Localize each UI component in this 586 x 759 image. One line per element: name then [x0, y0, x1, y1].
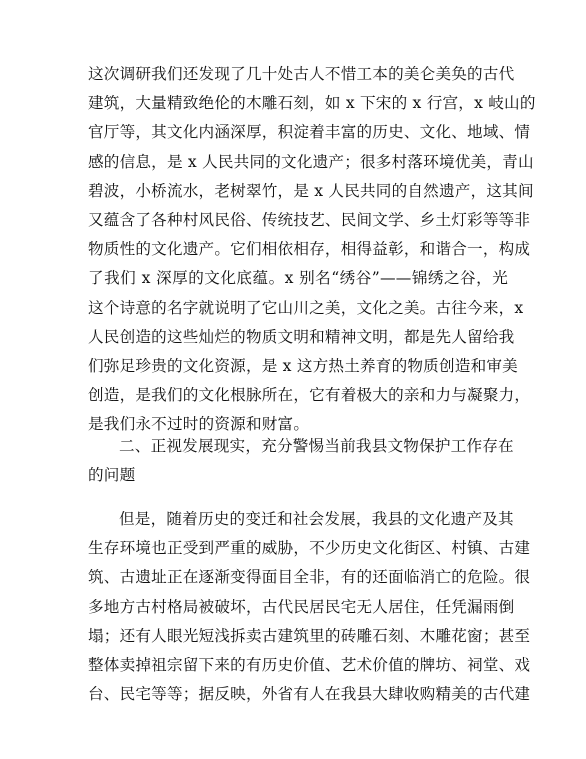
text-line: 物质性的文化遗产。它们相依相存，相得益彰，和谐合一，构成: [88, 240, 531, 259]
heading-line: 的问题: [88, 466, 136, 485]
text-line: 这次调研我们还发现了几十处古人不惜工本的美仑美奂的古代: [88, 65, 515, 83]
text-line: 创造，是我们的文化根脉所在，它有着极大的亲和力与凝聚力，: [88, 386, 531, 405]
text-line: 多地方古村格局被破坏，古代民居民宅无人居住，任凭漏雨倒: [88, 597, 515, 616]
text-line: 们弥足珍贵的文化资源，是 x 这方热土养育的物质创造和审美: [88, 356, 518, 375]
text-line: 碧波，小桥流水，老树翠竹，是 x 人民共同的自然遗产，这其间: [88, 181, 534, 200]
text-line: 感的信息，是 x 人民共同的文化遗产；很多村落环境优美，青山: [88, 152, 534, 171]
text-line: 但是，随着历史的变迁和社会发展，我县的文化遗产及其: [119, 510, 514, 528]
paragraph-survey-findings: [88, 60, 536, 439]
text-line: 台、民宅等等；据反映，外省有人在我县大肆收购精美的古代建: [88, 685, 531, 704]
paragraph-current-problems: [88, 505, 531, 709]
text-line: 筑、古遗址正在逐渐变得面目全非，有的还面临消亡的危险。很: [88, 568, 531, 587]
text-line: 建筑，大量精致绝伦的木雕石刻，如 x 下宋的 x 行宫，x 岐山的: [88, 94, 536, 113]
text-line: 塌；还有人眼光短浅拆卖古建筑里的砖雕石刻、木雕花窗；甚至: [88, 626, 531, 645]
text-line: 整体卖掉祖宗留下来的有历史价值、艺术价值的牌坊、祠堂、戏: [88, 655, 531, 674]
text-line: 又蕴含了各种村风民俗、传统技艺、民间文学、乡土灯彩等等非: [88, 210, 531, 229]
text-line: 官厅等，其文化内涵深厚，积淀着丰富的历史、文化、地域、情: [88, 123, 531, 142]
section-heading-2: [88, 432, 514, 490]
text-line: 这个诗意的名字就说明了它山川之美，文化之美。古往今来，x: [88, 298, 524, 317]
text-line: 了我们 x 深厚的文化底蕴。x 别名“绣谷”——锦绣之谷，光: [88, 269, 508, 288]
heading-line: 二、正视发展现实，充分警惕当前我县文物保护工作存在: [119, 437, 514, 455]
text-line: 是我们永不过时的资源和财富。: [88, 415, 310, 434]
text-line: 人民创造的这些灿烂的物质文明和精神文明，都是先人留给我: [88, 327, 515, 346]
text-line: 生存环境也正受到严重的威胁，不少历史文化街区、村镇、古建: [88, 539, 531, 558]
